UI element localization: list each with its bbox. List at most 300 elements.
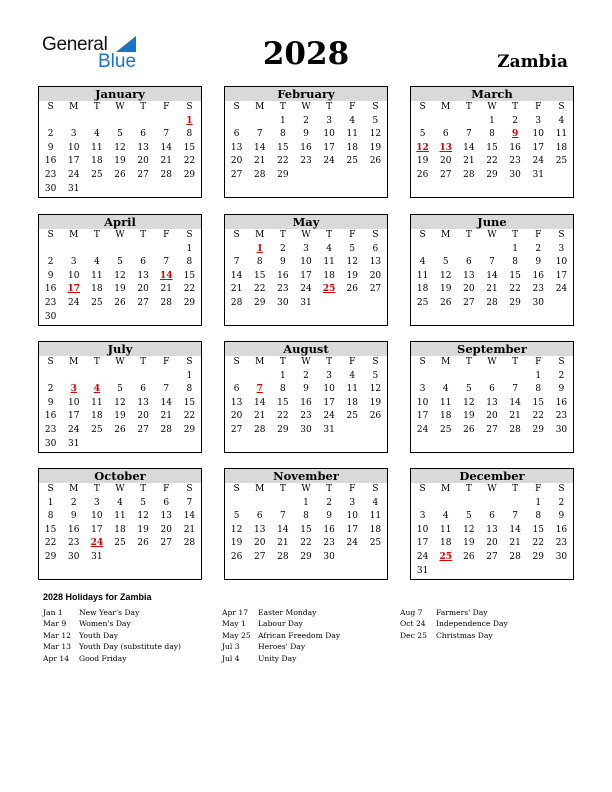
day-cell — [434, 565, 457, 579]
week-row — [39, 183, 201, 197]
week-row — [411, 510, 573, 524]
holiday-day-cell: 25 — [322, 284, 336, 295]
holiday-column — [400, 607, 508, 641]
day-cell — [480, 370, 503, 384]
week-row — [411, 551, 573, 565]
day-cell: 21 — [509, 411, 521, 422]
day-cell: 30 — [532, 297, 544, 308]
day-cell: 25 — [91, 297, 103, 308]
day-cell: 2 — [70, 497, 77, 508]
weekday-label: S — [558, 357, 565, 367]
weekday-header-row — [225, 356, 387, 370]
week-row — [225, 551, 387, 565]
day-cell — [62, 370, 85, 384]
day-cell — [108, 551, 131, 565]
day-cell — [225, 243, 248, 257]
holiday-name: African Freedom Day — [258, 630, 341, 640]
day-cell: 24 — [532, 156, 544, 167]
day-cell: 22 — [300, 538, 312, 549]
day-cell: 11 — [416, 270, 429, 281]
day-cell: 17 — [346, 524, 358, 535]
day-cell: 29 — [44, 551, 57, 562]
weekday-label: F — [535, 102, 542, 112]
holiday-name: Labour Day — [258, 619, 303, 629]
weekday-label: S — [372, 357, 379, 367]
day-cell: 27 — [137, 424, 149, 435]
week-row — [411, 537, 573, 551]
day-cell — [39, 243, 62, 257]
month-title: March — [411, 87, 573, 101]
week-row — [225, 270, 387, 284]
day-cell: 10 — [323, 129, 335, 140]
week-row — [225, 256, 387, 270]
weekday-label: M — [255, 357, 265, 367]
weekday-header-row — [39, 483, 201, 497]
day-cell: 12 — [463, 524, 475, 535]
holiday-entry — [43, 641, 181, 652]
day-cell: 30 — [300, 424, 312, 435]
day-cell: 31 — [67, 183, 80, 194]
day-cell — [155, 551, 178, 565]
weekday-label: T — [465, 484, 472, 494]
week-row — [411, 497, 573, 511]
week-row — [225, 283, 387, 297]
week-row — [225, 169, 387, 183]
day-cell: 8 — [512, 257, 518, 268]
day-cell: 16 — [277, 270, 289, 281]
holiday-entry — [43, 618, 181, 629]
day-cell: 17 — [532, 142, 544, 153]
weekday-label: F — [349, 357, 356, 367]
day-cell: 23 — [44, 169, 57, 180]
day-cell: 7 — [512, 384, 518, 395]
day-cell: 7 — [186, 497, 193, 508]
weekday-label: W — [487, 357, 497, 367]
day-cell — [457, 370, 480, 384]
day-cell: 23 — [555, 538, 568, 549]
day-cell: 3 — [419, 511, 426, 522]
week-row — [411, 169, 573, 183]
day-cell — [480, 497, 503, 511]
weekday-label: T — [465, 357, 472, 367]
weekday-header-row — [411, 229, 573, 243]
day-cell — [178, 183, 201, 197]
holiday-entry — [400, 630, 508, 641]
month-title: July — [39, 342, 201, 356]
day-cell: 20 — [439, 156, 452, 167]
weekday-label: F — [535, 484, 542, 494]
day-cell: 19 — [114, 411, 126, 422]
day-cell: 3 — [535, 115, 542, 126]
day-cell: 27 — [486, 551, 498, 562]
weekday-label: S — [233, 484, 240, 494]
day-cell: 29 — [183, 169, 196, 180]
holiday-date: Apr 17 — [222, 608, 249, 617]
day-cell — [480, 243, 503, 257]
day-cell: 17 — [300, 270, 312, 281]
day-cell — [178, 438, 201, 452]
day-cell: 21 — [160, 411, 172, 422]
holiday-name: Easter Monday — [258, 608, 317, 617]
weekday-label: F — [163, 357, 170, 367]
day-cell: 17 — [416, 538, 429, 549]
day-cell: 23 — [67, 538, 80, 549]
day-cell: 9 — [326, 511, 332, 522]
day-cell: 29 — [532, 424, 544, 435]
calendar-year: 2028 — [262, 36, 350, 72]
week-row — [411, 297, 573, 311]
day-cell — [364, 297, 387, 311]
day-cell — [457, 565, 480, 579]
day-cell: 26 — [230, 551, 243, 562]
day-cell: 7 — [256, 129, 263, 140]
day-cell: 30 — [555, 424, 568, 435]
weekday-label: T — [93, 230, 100, 240]
day-cell — [411, 115, 434, 129]
day-cell: 18 — [439, 411, 452, 422]
holiday-day-cell: 1 — [256, 243, 263, 254]
weekday-label: S — [47, 230, 54, 240]
day-cell: 15 — [277, 142, 289, 153]
day-cell: 6 — [442, 129, 449, 140]
day-cell — [457, 115, 480, 129]
holiday-entry — [43, 630, 181, 641]
day-cell: 25 — [439, 424, 452, 435]
day-cell: 4 — [326, 243, 332, 254]
day-cell: 6 — [256, 511, 263, 522]
day-cell: 29 — [486, 169, 498, 180]
day-cell: 2 — [558, 370, 565, 381]
week-row — [39, 243, 201, 257]
day-cell: 4 — [349, 370, 356, 381]
weekday-label: S — [419, 484, 426, 494]
day-cell: 18 — [416, 284, 429, 295]
day-cell — [108, 115, 131, 129]
holiday-entry — [43, 607, 181, 618]
day-cell: 20 — [137, 411, 149, 422]
day-cell: 10 — [67, 270, 80, 281]
holiday-day-cell: 4 — [93, 384, 100, 395]
day-cell: 31 — [323, 424, 335, 435]
week-row — [411, 565, 573, 579]
day-cell: 25 — [346, 411, 358, 422]
month-december — [410, 468, 574, 580]
day-cell: 12 — [369, 384, 382, 395]
day-cell — [480, 565, 503, 579]
day-cell: 27 — [463, 297, 475, 308]
day-cell — [155, 438, 178, 452]
day-cell: 17 — [323, 142, 335, 153]
day-cell — [434, 370, 457, 384]
weekday-label: W — [115, 230, 125, 240]
week-row — [225, 397, 387, 411]
month-title: December — [411, 469, 573, 483]
day-cell: 9 — [47, 270, 54, 281]
day-cell: 20 — [486, 538, 498, 549]
day-cell: 24 — [323, 156, 335, 167]
day-cell — [85, 370, 108, 384]
day-cell: 30 — [67, 551, 80, 562]
weekday-label: M — [69, 230, 79, 240]
day-cell: 22 — [253, 284, 266, 295]
week-row — [225, 524, 387, 538]
day-cell: 15 — [532, 524, 544, 535]
week-row — [39, 256, 201, 270]
holidays-title: 2028 Holidays for Zambia — [43, 592, 152, 602]
day-cell: 1 — [489, 115, 495, 126]
day-cell: 2 — [279, 243, 286, 254]
week-row — [39, 383, 201, 397]
day-cell: 1 — [535, 497, 542, 508]
day-cell: 15 — [532, 397, 544, 408]
day-cell: 30 — [44, 183, 57, 194]
day-cell: 2 — [326, 497, 332, 508]
week-row — [225, 537, 387, 551]
weekday-header-row — [39, 101, 201, 115]
day-cell: 18 — [555, 142, 568, 153]
day-cell: 11 — [91, 397, 103, 408]
day-cell: 8 — [279, 129, 286, 140]
day-cell: 22 — [183, 156, 196, 167]
day-cell: 7 — [163, 384, 170, 395]
day-cell: 22 — [509, 284, 521, 295]
day-cell: 21 — [486, 284, 498, 295]
day-cell: 16 — [300, 142, 312, 153]
day-cell: 16 — [44, 156, 57, 167]
weekday-label: T — [512, 230, 519, 240]
day-cell — [85, 438, 108, 452]
day-cell: 28 — [509, 551, 521, 562]
weekday-label: S — [372, 102, 379, 112]
day-cell: 17 — [323, 397, 335, 408]
weekday-label: T — [279, 484, 286, 494]
day-cell: 13 — [160, 511, 172, 522]
day-cell: 3 — [419, 384, 426, 395]
day-cell: 6 — [465, 257, 472, 268]
day-cell: 29 — [509, 297, 521, 308]
day-cell: 10 — [532, 129, 544, 140]
day-cell — [294, 169, 317, 183]
holiday-name: Youth Day (substitute day) — [79, 642, 182, 652]
day-cell: 15 — [509, 270, 521, 281]
day-cell: 26 — [463, 551, 475, 562]
day-cell: 12 — [369, 129, 382, 140]
holiday-date: Jan 1 — [43, 608, 63, 617]
week-row — [39, 155, 201, 169]
day-cell: 15 — [253, 270, 266, 281]
day-cell: 8 — [186, 384, 193, 395]
day-cell: 24 — [416, 551, 429, 562]
day-cell: 27 — [253, 551, 266, 562]
day-cell: 28 — [183, 538, 196, 549]
day-cell: 13 — [253, 524, 266, 535]
week-row — [225, 142, 387, 156]
weekday-label: T — [93, 357, 100, 367]
day-cell: 4 — [419, 257, 426, 268]
day-cell: 16 — [555, 524, 568, 535]
week-row — [39, 142, 201, 156]
day-cell: 27 — [486, 424, 498, 435]
day-cell: 5 — [442, 257, 449, 268]
weekday-label: S — [186, 357, 193, 367]
day-cell: 27 — [439, 169, 452, 180]
day-cell: 22 — [183, 411, 196, 422]
day-cell: 14 — [160, 142, 172, 153]
week-row — [39, 283, 201, 297]
day-cell: 2 — [47, 384, 54, 395]
day-cell: 4 — [117, 497, 123, 508]
holiday-column — [222, 607, 340, 664]
holiday-name: Good Friday — [79, 653, 127, 663]
week-row — [411, 383, 573, 397]
weekday-label: S — [233, 230, 240, 240]
week-row — [225, 510, 387, 524]
day-cell: 23 — [300, 411, 312, 422]
day-cell — [85, 243, 108, 257]
weekday-label: W — [301, 102, 311, 112]
day-cell: 9 — [279, 257, 286, 268]
weekday-label: S — [419, 102, 426, 112]
month-february — [224, 86, 388, 198]
weekday-label: T — [279, 230, 286, 240]
day-cell: 11 — [346, 384, 358, 395]
weekday-label: T — [279, 357, 286, 367]
day-cell — [411, 370, 434, 384]
weekday-label: M — [255, 484, 265, 494]
holiday-entry — [400, 618, 508, 629]
day-cell — [550, 297, 573, 311]
day-cell: 16 — [300, 397, 312, 408]
day-cell: 26 — [137, 538, 149, 549]
day-cell: 14 — [509, 397, 521, 408]
day-cell — [108, 243, 131, 257]
day-cell: 13 — [230, 397, 243, 408]
day-cell: 21 — [463, 156, 475, 167]
week-row — [39, 537, 201, 551]
day-cell: 26 — [346, 284, 358, 295]
day-cell: 2 — [558, 497, 565, 508]
day-cell: 9 — [558, 384, 565, 395]
weekday-label: M — [441, 484, 451, 494]
day-cell — [504, 497, 527, 511]
weekday-label: T — [326, 102, 333, 112]
day-cell — [248, 370, 271, 384]
day-cell: 28 — [160, 297, 172, 308]
day-cell: 28 — [160, 424, 172, 435]
holiday-date: Mar 12 — [43, 630, 72, 640]
day-cell: 11 — [439, 397, 452, 408]
day-cell: 2 — [303, 370, 309, 381]
day-cell: 23 — [44, 297, 57, 308]
day-cell: 26 — [439, 297, 452, 308]
day-cell — [108, 438, 131, 452]
day-cell: 19 — [230, 538, 243, 549]
day-cell: 11 — [323, 257, 335, 268]
week-row — [39, 311, 201, 325]
day-cell: 15 — [300, 524, 312, 535]
weekday-label: S — [419, 357, 426, 367]
holiday-day-cell: 1 — [186, 115, 193, 126]
day-cell: 2 — [303, 115, 309, 126]
day-cell: 20 — [230, 411, 243, 422]
day-cell: 21 — [509, 538, 521, 549]
logo-text-blue: Blue — [98, 51, 137, 72]
weekday-label: S — [372, 230, 379, 240]
week-row — [39, 551, 201, 565]
day-cell: 3 — [93, 497, 100, 508]
weekday-label: T — [465, 230, 472, 240]
day-cell: 1 — [535, 370, 542, 381]
day-cell: 13 — [137, 142, 149, 153]
day-cell: 23 — [532, 284, 544, 295]
day-cell — [39, 115, 62, 129]
day-cell: 6 — [140, 129, 146, 140]
day-cell: 28 — [277, 551, 289, 562]
weekday-label: S — [558, 230, 565, 240]
weekday-label: T — [140, 357, 147, 367]
day-cell — [411, 243, 434, 257]
week-row — [225, 128, 387, 142]
week-row — [411, 270, 573, 284]
weekday-label: W — [487, 484, 497, 494]
day-cell: 21 — [183, 524, 196, 535]
week-row — [39, 370, 201, 384]
day-cell: 31 — [532, 169, 544, 180]
day-cell: 6 — [163, 497, 170, 508]
day-cell: 29 — [277, 424, 289, 435]
day-cell: 21 — [277, 538, 289, 549]
day-cell: 11 — [114, 511, 126, 522]
day-cell: 16 — [67, 524, 80, 535]
weekday-label: T — [326, 484, 333, 494]
day-cell: 7 — [512, 511, 518, 522]
day-cell: 8 — [256, 257, 263, 268]
day-cell: 28 — [486, 297, 498, 308]
day-cell: 5 — [349, 243, 356, 254]
day-cell: 17 — [67, 156, 80, 167]
day-cell: 1 — [186, 243, 193, 254]
day-cell: 13 — [230, 142, 243, 153]
day-cell: 18 — [346, 397, 358, 408]
week-row — [39, 397, 201, 411]
weekday-label: S — [186, 102, 193, 112]
day-cell: 19 — [114, 284, 126, 295]
day-cell: 7 — [163, 129, 170, 140]
day-cell — [318, 169, 341, 183]
weekday-label: F — [349, 102, 356, 112]
day-cell: 10 — [91, 511, 103, 522]
holiday-column — [43, 607, 181, 664]
day-cell: 25 — [346, 156, 358, 167]
weekday-label: T — [140, 230, 147, 240]
day-cell: 12 — [230, 524, 243, 535]
day-cell: 3 — [326, 115, 332, 126]
day-cell: 6 — [233, 129, 240, 140]
day-cell: 28 — [160, 169, 172, 180]
holiday-name: Unity Day — [258, 653, 297, 663]
day-cell: 18 — [91, 156, 103, 167]
week-row — [39, 128, 201, 142]
day-cell: 8 — [186, 129, 193, 140]
week-row — [225, 424, 387, 438]
month-title: February — [225, 87, 387, 101]
day-cell: 29 — [532, 551, 544, 562]
day-cell: 22 — [44, 538, 57, 549]
day-cell: 6 — [233, 384, 240, 395]
day-cell: 25 — [555, 156, 568, 167]
month-august — [224, 341, 388, 453]
day-cell: 1 — [303, 497, 309, 508]
